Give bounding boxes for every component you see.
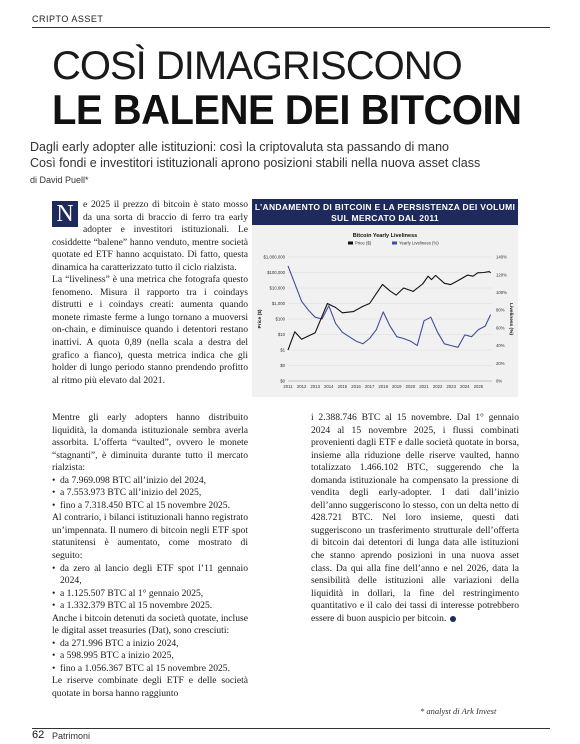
subtitle-line-2: Così fondi e investitori istituzionali aprono posizioni stabili nella nuova asset class bbox=[30, 156, 481, 170]
y-left-tick-label: $10,000 bbox=[269, 285, 285, 291]
author-note: * analyst di Ark Invest bbox=[420, 706, 497, 716]
list-item: • da 7.969.098 BTC all’inizio del 2024, bbox=[52, 475, 248, 488]
footer-rule bbox=[32, 728, 550, 729]
y-right-tick-label: 0% bbox=[496, 378, 503, 384]
y-left-tick-label: $1 bbox=[280, 347, 285, 353]
list-item: • da 271.996 BTC a inizio 2024, bbox=[52, 638, 248, 651]
y-right-tick-label: 40% bbox=[496, 343, 505, 349]
x-tick-label: 2023 bbox=[446, 384, 456, 389]
y-left-tick-label: $1,000,000 bbox=[263, 254, 285, 260]
list-vaulted bbox=[52, 475, 248, 513]
x-tick-label: 2011 bbox=[283, 384, 293, 389]
y-left-axis-label: Price ($) bbox=[258, 309, 263, 329]
article-column-1-bottom bbox=[52, 412, 248, 701]
list-item: • a 1.125.507 BTC al 1° gennaio 2025, bbox=[52, 588, 248, 601]
x-tick-label: 2017 bbox=[364, 384, 375, 389]
legend-label: Yearly Liveliness (%) bbox=[399, 240, 439, 246]
subtitle bbox=[30, 139, 555, 171]
y-right-tick-label: 120% bbox=[496, 272, 507, 278]
list-item: • fino a 1.056.367 BTC al 15 novembre 2025. bbox=[52, 663, 248, 676]
x-tick-label: 2012 bbox=[296, 384, 307, 389]
headline-line-2: LE BALENE DEI BITCOIN bbox=[52, 87, 522, 134]
paragraph-7-text: i 2.388.746 BTC al 15 novembre. Dal 1° gennaio 2024 al 15 novembre 2025, i flussi combinati provenienti dagli ETF e dalle società quotate in borsa, insieme alla riduzione delle riserve vaulted, hanno totalizzato 1.466.102 BTC, suggerendo che la domanda istituzionale ha compensato la pressione di vendita degli early-adopter. I dati dall’inizio dell’anno suggeriscono lo stesso, con un delta netto di 428.721 BTC. Nel loro insieme, questi dati suggeriscono un trasferimento strutturale dell’offerta di bitcoin dai detentori di lunga data alle istituzioni che stanno aprendo posizioni in una nuova asset class. Da qui alla fine dell’anno e nel 2026, data la sensibilità delle istituzioni alle variazioni della liquidità in dollari, la fine del restringimento quantitativo e il calo dei tassi di interesse potrebbero essere di buon auspicio per bitcoin. bbox=[311, 412, 519, 624]
chart-header: L’ANDAMENTO DI BITCOIN E LA PERSISTENZA DEI VOLUMI SUL MERCATO DAL 2011 bbox=[252, 199, 518, 225]
y-right-tick-label: 20% bbox=[496, 360, 505, 366]
chart-box bbox=[252, 199, 518, 397]
article-column-2 bbox=[311, 412, 519, 625]
list-item: • fino a 7.318.450 BTC al 15 novembre 2025. bbox=[52, 500, 248, 513]
x-tick-label: 2025 bbox=[473, 384, 484, 389]
y-left-tick-label: $1,000 bbox=[271, 301, 285, 307]
paragraph-5: Anche i bitcoin detenuti da società quotate, incluse le digital asset treasuries (Dat), sono cresciuti: bbox=[52, 612, 248, 637]
x-tick-label: 2014 bbox=[324, 384, 334, 389]
list-item: • a 598.995 BTC a inizio 2025, bbox=[52, 650, 248, 663]
section-rule bbox=[32, 27, 550, 28]
subtitle-line-1: Dagli early adopter alle istituzioni: così la criptovaluta sta passando di mano bbox=[30, 140, 449, 154]
paragraph-1: e 2025 il prezzo di bitcoin è stato mosso da una sorta di braccio di ferro tra early adopter e investitori istituzionali. Le cosiddette “balene” hanno venduto, mentre società quotate ed ETF hanno acquistato. Di fatto, questa dinamica ha caratterizzato tutto il ciclo rialzista. bbox=[52, 199, 248, 273]
x-tick-label: 2019 bbox=[392, 384, 402, 389]
article-column-1-top bbox=[52, 199, 248, 387]
liveliness-chart bbox=[252, 225, 518, 397]
series-line-liveliness bbox=[288, 266, 491, 347]
list-companies bbox=[52, 638, 248, 676]
y-left-tick-label: $0 bbox=[280, 363, 285, 369]
footer-section: Patrimoni bbox=[52, 731, 91, 741]
legend-swatch bbox=[348, 242, 353, 245]
y-right-tick-label: 100% bbox=[496, 290, 507, 296]
x-tick-label: 2018 bbox=[378, 384, 388, 389]
legend-label: Price ($) bbox=[355, 240, 372, 246]
x-tick-label: 2013 bbox=[310, 384, 320, 389]
y-right-axis-label: Liveliness (%) bbox=[508, 303, 513, 335]
paragraph-7 bbox=[311, 412, 519, 625]
headline-line-1: COSÌ DIMAGRISCONO bbox=[52, 44, 462, 88]
paragraph-6: Le riserve combinate degli ETF e delle società quotate in borsa hanno raggiunto bbox=[52, 675, 248, 700]
y-right-tick-label: 60% bbox=[496, 325, 505, 331]
chart-legend bbox=[348, 240, 439, 245]
y-left-tick-label: $100 bbox=[275, 316, 285, 322]
chart-series bbox=[288, 266, 491, 350]
legend-swatch bbox=[392, 242, 397, 245]
chart-title: Bitcoin Yearly Liveliness bbox=[352, 233, 418, 239]
section-tag: CRIPTO ASSET bbox=[32, 14, 104, 24]
x-tick-label: 2015 bbox=[337, 384, 348, 389]
y-left-tick-label: $0 bbox=[280, 378, 285, 384]
drop-cap: N bbox=[52, 201, 78, 227]
chart-grid bbox=[288, 257, 492, 381]
series-line-price bbox=[288, 272, 491, 350]
page-number: 62 bbox=[32, 729, 45, 741]
y-right-tick-label: 140% bbox=[496, 254, 507, 260]
list-item: • a 7.553.973 BTC all’inizio del 2025, bbox=[52, 487, 248, 500]
list-etf bbox=[52, 563, 248, 613]
chart-panel bbox=[252, 225, 518, 397]
list-item: • da zero al lancio degli ETF spot l’11 gennaio 2024, bbox=[52, 563, 248, 588]
y-left-tick-label: $10 bbox=[277, 332, 285, 338]
x-tick-label: 2024 bbox=[460, 384, 470, 389]
y-left-tick-label: $100,000 bbox=[267, 270, 285, 276]
x-tick-label: 2016 bbox=[351, 384, 361, 389]
paragraph-4: Al contrario, i bilanci istituzionali hanno registrato un’impennata. Il numero di bitcoin negli ETF spot statunitensi è aumentato, come mostrato di seguito: bbox=[52, 512, 248, 562]
paragraph-2: La “liveliness” è una metrica che fotografa questo fenomeno. Misura il rapporto tra i coindays distrutti e i coindays creati: aumenta quando monete rimaste ferme a lungo tornano a muoversi on-chain, e diminuisce quando i detentori restano inattivi. A quota 0,89 (nella scala a destra del grafico a fianco), questa metrica indica che gli holder di lungo periodo stanno prendendo profitto al ritmo più elevato dal 2021. bbox=[52, 274, 248, 386]
x-tick-label: 2022 bbox=[432, 384, 443, 389]
paragraph-3: Mentre gli early adopters hanno distribuito liquidità, la domanda istituzionale sembra averla assorbita. L’offerta “vaulted”, ovvero le monete “stagnanti”, è diminuita durante tutto il mercato rialzista: bbox=[52, 412, 248, 474]
byline: di David Puell* bbox=[30, 175, 89, 185]
x-tick-label: 2020 bbox=[405, 384, 416, 389]
y-right-tick-label: 80% bbox=[496, 307, 505, 313]
list-item: • a 1.332.379 BTC al 15 novembre 2025. bbox=[52, 600, 248, 613]
x-tick-label: 2021 bbox=[419, 384, 429, 389]
end-mark-icon bbox=[450, 616, 456, 622]
